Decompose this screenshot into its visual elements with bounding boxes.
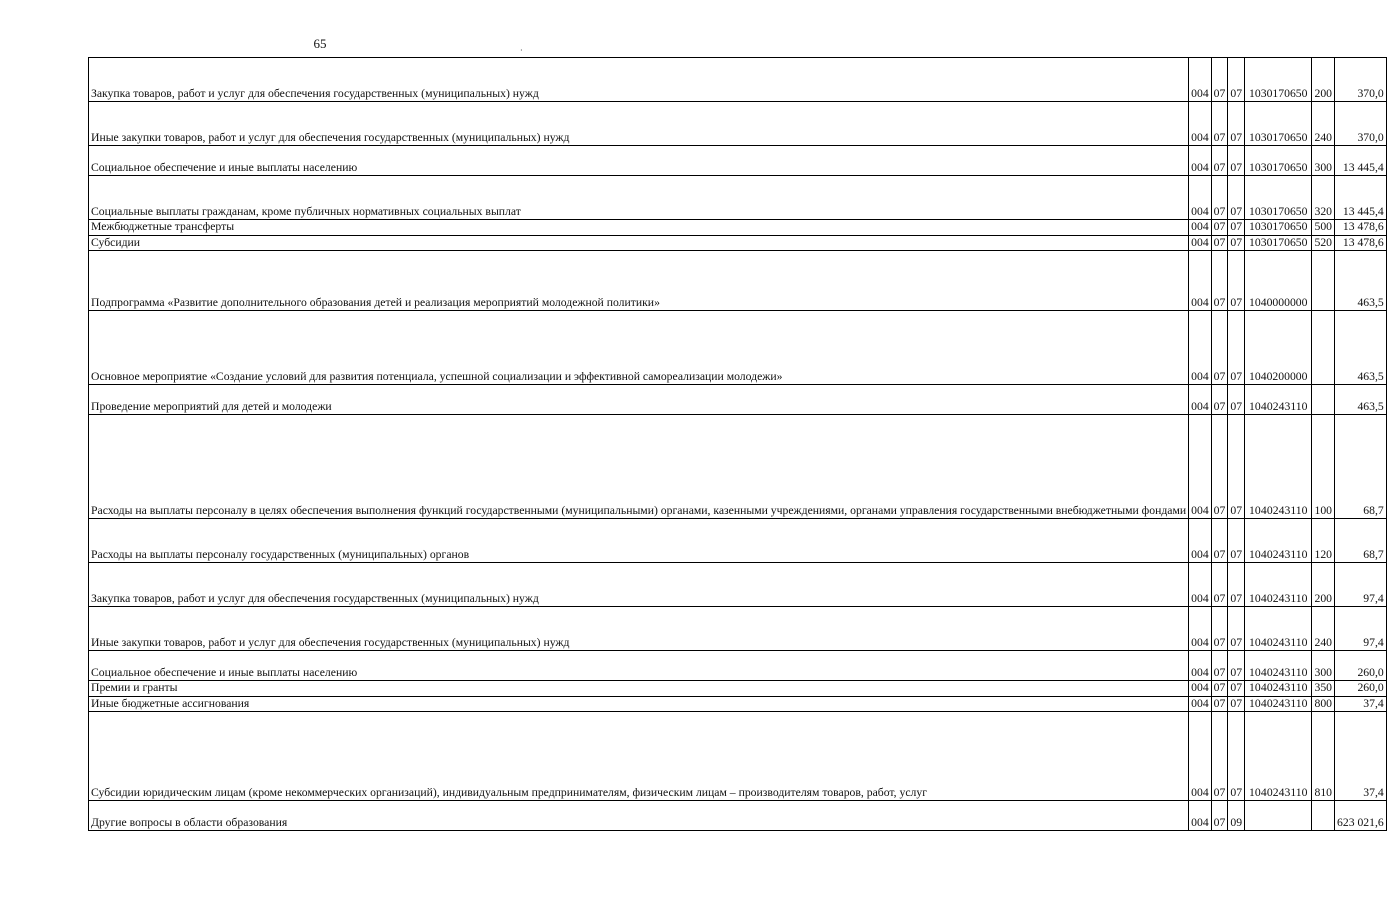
expense-type-code: 350 <box>1312 681 1335 697</box>
table-row <box>89 58 1387 102</box>
table-row <box>89 220 1387 236</box>
table-row <box>89 176 1387 220</box>
row-name: Иные закупки товаров, работ и услуг для обеспечения государственных (муниципальных) нужд <box>89 607 1189 651</box>
target-article-code <box>1245 415 1312 519</box>
target-article-part: 43110 <box>1278 503 1308 517</box>
amount: 37,4 <box>1335 696 1387 712</box>
row-name: Основное мероприятие «Создание условий для развития потенциала, успешной социализации и эффективной самореализации молодежи» <box>89 311 1189 385</box>
row-name: Расходы на выплаты персоналу государственных (муниципальных) органов <box>89 519 1189 563</box>
section-code: 07 <box>1211 519 1228 563</box>
subsection-code: 07 <box>1228 58 1245 102</box>
table-row <box>89 311 1387 385</box>
target-article-part: 01 <box>1266 235 1279 249</box>
amount: 68,7 <box>1335 415 1387 519</box>
row-name: Субсидии юридическим лицам (кроме некоммерческих организаций), индивидуальным предпринимателям, физическим лицам – производителям товаров, работ, услуг <box>89 712 1189 801</box>
target-article-part: 01 <box>1266 204 1279 218</box>
target-article-part: 10 <box>1249 369 1261 383</box>
target-article-code <box>1245 651 1312 681</box>
expense-type-code <box>1312 385 1335 415</box>
amount: 463,5 <box>1335 251 1387 311</box>
row-name: Закупка товаров, работ и услуг для обеспечения государственных (муниципальных) нужд <box>89 58 1189 102</box>
expense-type-code <box>1312 311 1335 385</box>
row-name: Проведение мероприятий для детей и молодежи <box>89 385 1189 415</box>
expense-type-code: 100 <box>1312 415 1335 519</box>
target-article-part: 43110 <box>1278 591 1308 605</box>
target-article-part: 02 <box>1266 591 1279 605</box>
target-article-part: 3 <box>1260 204 1267 218</box>
table-row <box>89 712 1387 801</box>
ved-code: 004 <box>1189 607 1212 651</box>
row-name: Премии и гранты <box>89 681 1189 697</box>
row-name: Социальные выплаты гражданам, кроме публичных нормативных социальных выплат <box>89 176 1189 220</box>
row-name: Межбюджетные трансферты <box>89 220 1189 236</box>
target-article-code <box>1245 251 1312 311</box>
section-code: 07 <box>1211 415 1228 519</box>
page-number: 65 <box>313 36 327 51</box>
amount: 370,0 <box>1335 102 1387 146</box>
amount: 260,0 <box>1335 681 1387 697</box>
amount: 13 445,4 <box>1335 146 1387 176</box>
section-code: 07 <box>1211 235 1228 251</box>
subsection-code: 07 <box>1228 235 1245 251</box>
ved-code: 004 <box>1189 415 1212 519</box>
target-article-part: 43110 <box>1278 681 1308 694</box>
target-article-part: 3 <box>1260 220 1267 233</box>
ved-code: 004 <box>1189 385 1212 415</box>
amount: 463,5 <box>1335 385 1387 415</box>
target-article-code <box>1245 385 1312 415</box>
subsection-code: 07 <box>1228 651 1245 681</box>
target-article-part: 10 <box>1249 160 1261 174</box>
ved-code: 004 <box>1189 235 1212 251</box>
target-article-part: 10 <box>1249 681 1261 694</box>
subsection-code: 07 <box>1228 176 1245 220</box>
amount: 370,0 <box>1335 58 1387 102</box>
subsection-code: 07 <box>1228 681 1245 697</box>
expense-type-code: 800 <box>1312 696 1335 712</box>
row-name: Закупка товаров, работ и услуг для обеспечения государственных (муниципальных) нужд <box>89 563 1189 607</box>
expense-type-code: 300 <box>1312 146 1335 176</box>
section-code: 07 <box>1211 220 1228 236</box>
ved-code: 004 <box>1189 102 1212 146</box>
table-row <box>89 385 1387 415</box>
section-code: 07 <box>1211 681 1228 697</box>
target-article-part: 01 <box>1266 130 1279 144</box>
expense-type-code: 500 <box>1312 220 1335 236</box>
target-article-part: 01 <box>1266 160 1279 174</box>
section-code: 07 <box>1211 311 1228 385</box>
amount: 97,4 <box>1335 563 1387 607</box>
expense-type-code: 200 <box>1312 58 1335 102</box>
ved-code: 004 <box>1189 251 1212 311</box>
target-article-part: 3 <box>1260 160 1267 174</box>
subsection-code: 07 <box>1228 385 1245 415</box>
target-article-part: 4 <box>1260 399 1267 413</box>
target-article-part: 02 <box>1266 503 1279 517</box>
target-article-part: 02 <box>1266 665 1279 679</box>
target-article-part: 4 <box>1260 295 1267 309</box>
row-name: Социальное обеспечение и иные выплаты населению <box>89 651 1189 681</box>
target-article-part: 10 <box>1249 665 1261 679</box>
target-article-code <box>1245 563 1312 607</box>
subsection-code: 07 <box>1228 146 1245 176</box>
table-row <box>89 235 1387 251</box>
target-article-code <box>1245 607 1312 651</box>
row-name: Субсидии <box>89 235 1189 251</box>
target-article-part: 10 <box>1249 635 1261 649</box>
target-article-part: 4 <box>1260 635 1267 649</box>
subsection-code: 09 <box>1228 801 1245 831</box>
target-article-part: 10 <box>1249 235 1261 249</box>
target-article-part: 43110 <box>1278 635 1308 649</box>
target-article-code <box>1245 220 1312 236</box>
expense-type-code <box>1312 801 1335 831</box>
amount: 37,4 <box>1335 712 1387 801</box>
ved-code: 004 <box>1189 651 1212 681</box>
section-code: 07 <box>1211 58 1228 102</box>
ved-code: 004 <box>1189 681 1212 697</box>
section-code: 07 <box>1211 651 1228 681</box>
expense-type-code: 320 <box>1312 176 1335 220</box>
target-article-code <box>1245 519 1312 563</box>
ved-code: 004 <box>1189 563 1212 607</box>
target-article-part: 10 <box>1249 591 1261 605</box>
table-row <box>89 251 1387 311</box>
ved-code: 004 <box>1189 712 1212 801</box>
target-article-part: 10 <box>1249 204 1261 218</box>
subsection-code: 07 <box>1228 220 1245 236</box>
target-article-part: 4 <box>1260 785 1267 799</box>
target-article-part: 00000 <box>1278 295 1308 309</box>
target-article-code <box>1245 58 1312 102</box>
table-row <box>89 801 1387 831</box>
table-row <box>89 696 1387 712</box>
row-name: Другие вопросы в области образования <box>89 801 1189 831</box>
target-article-part: 4 <box>1260 547 1267 561</box>
target-article-code <box>1245 712 1312 801</box>
amount: 13 478,6 <box>1335 235 1387 251</box>
amount: 68,7 <box>1335 519 1387 563</box>
target-article-part: 10 <box>1249 220 1261 233</box>
row-name: Подпрограмма «Развитие дополнительного образования детей и реализация мероприятий молодежной политики» <box>89 251 1189 311</box>
target-article-part: 02 <box>1266 369 1279 383</box>
target-article-part: 70650 <box>1278 160 1308 174</box>
subsection-code: 07 <box>1228 415 1245 519</box>
subsection-code: 07 <box>1228 519 1245 563</box>
row-name: Расходы на выплаты персоналу в целях обеспечения выполнения функций государственными (муниципальными) органами, казенными учреждениями, органами управления государственными внебюджетными фондами <box>89 415 1189 519</box>
expense-type-code <box>1312 251 1335 311</box>
target-article-part: 02 <box>1266 399 1279 413</box>
section-code: 07 <box>1211 607 1228 651</box>
amount: 13 478,6 <box>1335 220 1387 236</box>
target-article-code <box>1245 311 1312 385</box>
target-article-part: 4 <box>1260 665 1267 679</box>
subsection-code: 07 <box>1228 563 1245 607</box>
section-code: 07 <box>1211 385 1228 415</box>
target-article-part: 43110 <box>1278 785 1308 799</box>
target-article-part: 10 <box>1249 86 1261 100</box>
ved-code: 004 <box>1189 801 1212 831</box>
target-article-part: 4 <box>1260 681 1267 694</box>
section-code: 07 <box>1211 251 1228 311</box>
amount: 463,5 <box>1335 311 1387 385</box>
target-article-part: 02 <box>1266 785 1279 799</box>
row-name: Иные бюджетные ассигнования <box>89 696 1189 712</box>
target-article-part: 10 <box>1249 785 1261 799</box>
ved-code: 004 <box>1189 696 1212 712</box>
table-row <box>89 681 1387 697</box>
target-article-part: 02 <box>1266 547 1279 561</box>
target-article-part: 10 <box>1249 295 1261 309</box>
table-row <box>89 102 1387 146</box>
section-code: 07 <box>1211 102 1228 146</box>
target-article-code <box>1245 102 1312 146</box>
target-article-code <box>1245 146 1312 176</box>
target-article-part: 4 <box>1260 369 1267 383</box>
subsection-code: 07 <box>1228 607 1245 651</box>
table-row <box>89 146 1387 176</box>
target-article-part: 00000 <box>1278 369 1308 383</box>
ved-code: 004 <box>1189 220 1212 236</box>
target-article-part: 10 <box>1249 547 1261 561</box>
expense-type-code: 810 <box>1312 712 1335 801</box>
target-article-part: 4 <box>1260 591 1267 605</box>
expense-type-code: 520 <box>1312 235 1335 251</box>
target-article-part: 10 <box>1249 130 1261 144</box>
amount: 13 445,4 <box>1335 176 1387 220</box>
expense-type-code: 240 <box>1312 102 1335 146</box>
row-name: Социальное обеспечение и иные выплаты населению <box>89 146 1189 176</box>
section-code: 07 <box>1211 801 1228 831</box>
section-code: 07 <box>1211 146 1228 176</box>
amount: 97,4 <box>1335 607 1387 651</box>
target-article-part: 01 <box>1266 86 1279 100</box>
expense-type-code: 240 <box>1312 607 1335 651</box>
target-article-part: 43110 <box>1278 696 1308 710</box>
section-code: 07 <box>1211 696 1228 712</box>
section-code: 07 <box>1211 176 1228 220</box>
expense-type-code: 200 <box>1312 563 1335 607</box>
ved-code: 004 <box>1189 58 1212 102</box>
table-row <box>89 563 1387 607</box>
target-article-part: 70650 <box>1278 204 1308 218</box>
target-article-part: 70650 <box>1278 235 1308 249</box>
target-article-code <box>1245 681 1312 697</box>
target-article-part: 43110 <box>1278 399 1308 413</box>
expense-type-code: 120 <box>1312 519 1335 563</box>
amount: 623 021,6 <box>1335 801 1387 831</box>
expense-type-code: 300 <box>1312 651 1335 681</box>
target-article-part: 02 <box>1266 681 1279 694</box>
budget-table <box>88 57 1387 831</box>
target-article-part: 10 <box>1249 503 1261 517</box>
subsection-code: 07 <box>1228 251 1245 311</box>
table-row <box>89 607 1387 651</box>
target-article-part: 10 <box>1249 696 1261 710</box>
target-article-part: 10 <box>1249 399 1261 413</box>
row-name: Иные закупки товаров, работ и услуг для обеспечения государственных (муниципальных) нужд <box>89 102 1189 146</box>
target-article-code <box>1245 176 1312 220</box>
target-article-part: 00 <box>1266 295 1279 309</box>
target-article-code <box>1245 235 1312 251</box>
target-article-part: 43110 <box>1278 665 1308 679</box>
target-article-part: 3 <box>1260 235 1267 249</box>
margin-mark: · <box>520 46 523 55</box>
target-article-part: 4 <box>1260 696 1267 710</box>
subsection-code: 07 <box>1228 696 1245 712</box>
subsection-code: 07 <box>1228 712 1245 801</box>
section-code: 07 <box>1211 712 1228 801</box>
target-article-part: 01 <box>1266 220 1279 233</box>
table-row <box>89 651 1387 681</box>
target-article-part: 70650 <box>1278 220 1308 233</box>
amount: 260,0 <box>1335 651 1387 681</box>
ved-code: 004 <box>1189 176 1212 220</box>
ved-code: 004 <box>1189 519 1212 563</box>
target-article-code <box>1245 696 1312 712</box>
target-article-part: 4 <box>1260 503 1267 517</box>
target-article-part: 70650 <box>1278 130 1308 144</box>
target-article-part: 43110 <box>1278 547 1308 561</box>
target-article-part: 70650 <box>1278 86 1308 100</box>
subsection-code: 07 <box>1228 311 1245 385</box>
target-article-part: 02 <box>1266 696 1279 710</box>
ved-code: 004 <box>1189 146 1212 176</box>
subsection-code: 07 <box>1228 102 1245 146</box>
section-code: 07 <box>1211 563 1228 607</box>
target-article-part: 02 <box>1266 635 1279 649</box>
ved-code: 004 <box>1189 311 1212 385</box>
table-row <box>89 519 1387 563</box>
target-article-part: 3 <box>1260 86 1267 100</box>
target-article-part: 3 <box>1260 130 1267 144</box>
target-article-code <box>1245 801 1312 831</box>
table-row <box>89 415 1387 519</box>
